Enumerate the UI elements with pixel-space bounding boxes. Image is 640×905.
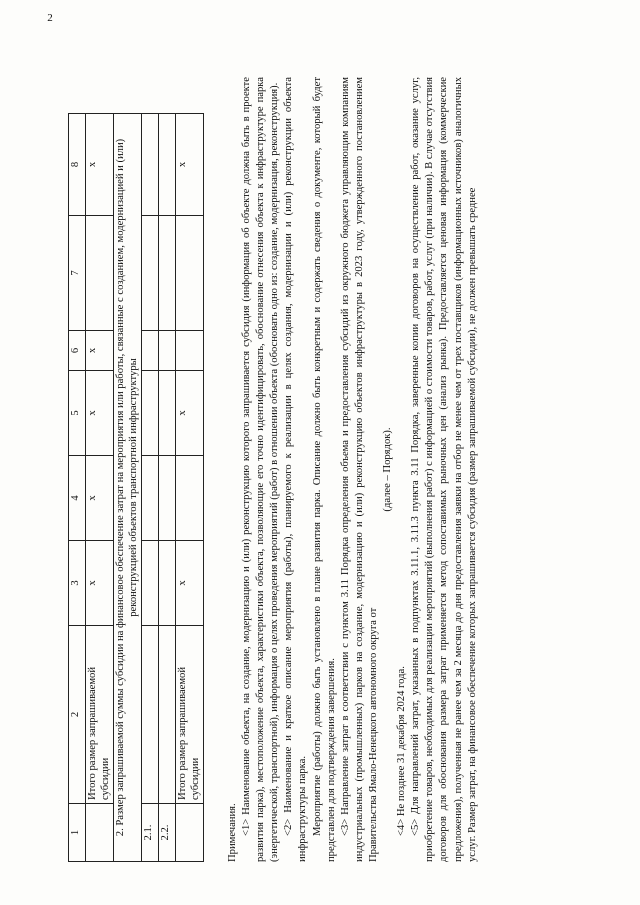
notes — [226, 77, 480, 862]
table-cell — [142, 114, 159, 216]
table-cell — [159, 456, 176, 541]
table-cell — [159, 114, 176, 216]
header-cell: 6 — [69, 331, 86, 371]
table-cell: х — [86, 541, 114, 626]
page-number: 2 — [47, 12, 53, 24]
notes-title: Примечания. — [227, 803, 238, 862]
table-cell: х — [86, 456, 114, 541]
header-cell: 4 — [69, 456, 86, 541]
note-3: <3> Направление затрат в соответствии с пунктом 3.11 Порядка определения объема и предоставления субсидий из окружного бюджета управляющим компаниям индустриальных (промышленных) парков на создание, модернизацию и (или) реконструкцию объектов инфраструктуры в 2023 году, утвержденного постановлением Правительства Ямало-Ненецкого автономного округа от — [339, 77, 379, 862]
table-cell — [142, 371, 159, 456]
table-cell: Итого размер запрашиваемой субсидии — [86, 626, 114, 804]
table-cell — [86, 216, 114, 331]
table-cell — [142, 626, 159, 804]
table-cell — [86, 804, 114, 862]
header-cell: 1 — [69, 804, 86, 862]
note-1: <1> Наименование объекта, на создание, модернизацию и (или) реконструкцию которого запрашивается субсидия (информация об объекте должна быть в проекте развития парка), местоположение объекта, характеристики объекта, позволяющие его точно идентифицировать, обоснование отнесения объекта к инфраструктуре парка (энергетической, транспортной), информация о целях проведения мероприятий (работ) в отношении объекта (обосновать одно из: создание, модернизация, реконструкция). — [241, 77, 281, 862]
table-cell: х — [176, 541, 204, 626]
table-cell: Итого размер запрашиваемой субсидии — [176, 626, 204, 804]
header-cell: 5 — [69, 371, 86, 456]
table-cell: 2.1. — [142, 804, 159, 862]
table-cell — [159, 331, 176, 371]
table-cell — [176, 216, 204, 331]
table-cell — [159, 371, 176, 456]
table-cell: 2.2. — [159, 804, 176, 862]
note-2: <2> Наименование и краткое описание мероприятия (работы), планируемого к реализации в целях создания, модернизации и (или) реконструкции объекта инфраструктуры парка. — [283, 77, 309, 862]
table-cell — [159, 216, 176, 331]
table-cell: х — [86, 331, 114, 371]
header-cell: 8 — [69, 114, 86, 216]
section-2-heading — [114, 114, 142, 862]
table-cell — [176, 804, 204, 862]
table-cell — [159, 541, 176, 626]
table-cell — [142, 216, 159, 331]
header-cell: 2 — [69, 626, 86, 804]
table-cell: х — [176, 371, 204, 456]
table-cell: х — [86, 371, 114, 456]
header-cell: 7 — [69, 216, 86, 331]
row-2-1 — [142, 114, 159, 862]
note-5: <5> Для направлений затрат, указанных в подпунктах 3.11.1, 3.11.3 пункта 3.11 Порядка, заверенные копии договоров на осуществление работ, оказание услуг, приобретение товаров, необходимых для реализации мероприятий (выполнения работ) с информацией о стоимости товаров, работ, услуг (при наличии). В случае отсутствия договоров для обоснования размера затрат применяется метод сопоставимых рыночных цен (анализ рынка). Предоставляется ценовая информация (коммерческие предложения), полученная не ранее чем за 2 месяца до дня предоставления заявки на отбор не менее чем от трех поставщиков (информационных источников) аналогичных услуг. Размер затрат, на финансовое обеспечение которых запрашивается субсидия (размер запрашиваемой субсидии), не должен превышать среднее — [410, 77, 478, 862]
table-cell: х — [86, 114, 114, 216]
table-cell — [159, 626, 176, 804]
table-cell — [176, 456, 204, 541]
section-heading: 2. Размер запрашиваемой суммы субсидии на финансовое обеспечение затрат на мероприятия или работы, связанные с созданием, модернизацией и (или) реконструкцией объектов транспортной инфраструктуры — [114, 114, 142, 862]
header-cell: 3 — [69, 541, 86, 626]
note-4: <4> Не позднее 31 декабря 2024 года. — [396, 666, 408, 836]
row-2-2 — [159, 114, 176, 862]
table-cell: х — [176, 114, 204, 216]
total-row-2 — [176, 114, 204, 862]
subsidy-table — [68, 113, 204, 862]
table-cell — [142, 541, 159, 626]
rotated-content — [68, 42, 628, 862]
table-cell — [176, 331, 204, 371]
note-2b: Мероприятие (работы) должно быть установлено в плане развития парка. Описание должно быть конкретным и содержать сведения о документе, который будет представлен для подтверждения завершения. — [311, 77, 337, 862]
table-cell — [142, 456, 159, 541]
table-header-row — [69, 114, 86, 862]
table-cell — [142, 331, 159, 371]
total-row-1 — [86, 114, 114, 862]
note-3-tail: (далее – Порядок). — [382, 427, 394, 512]
